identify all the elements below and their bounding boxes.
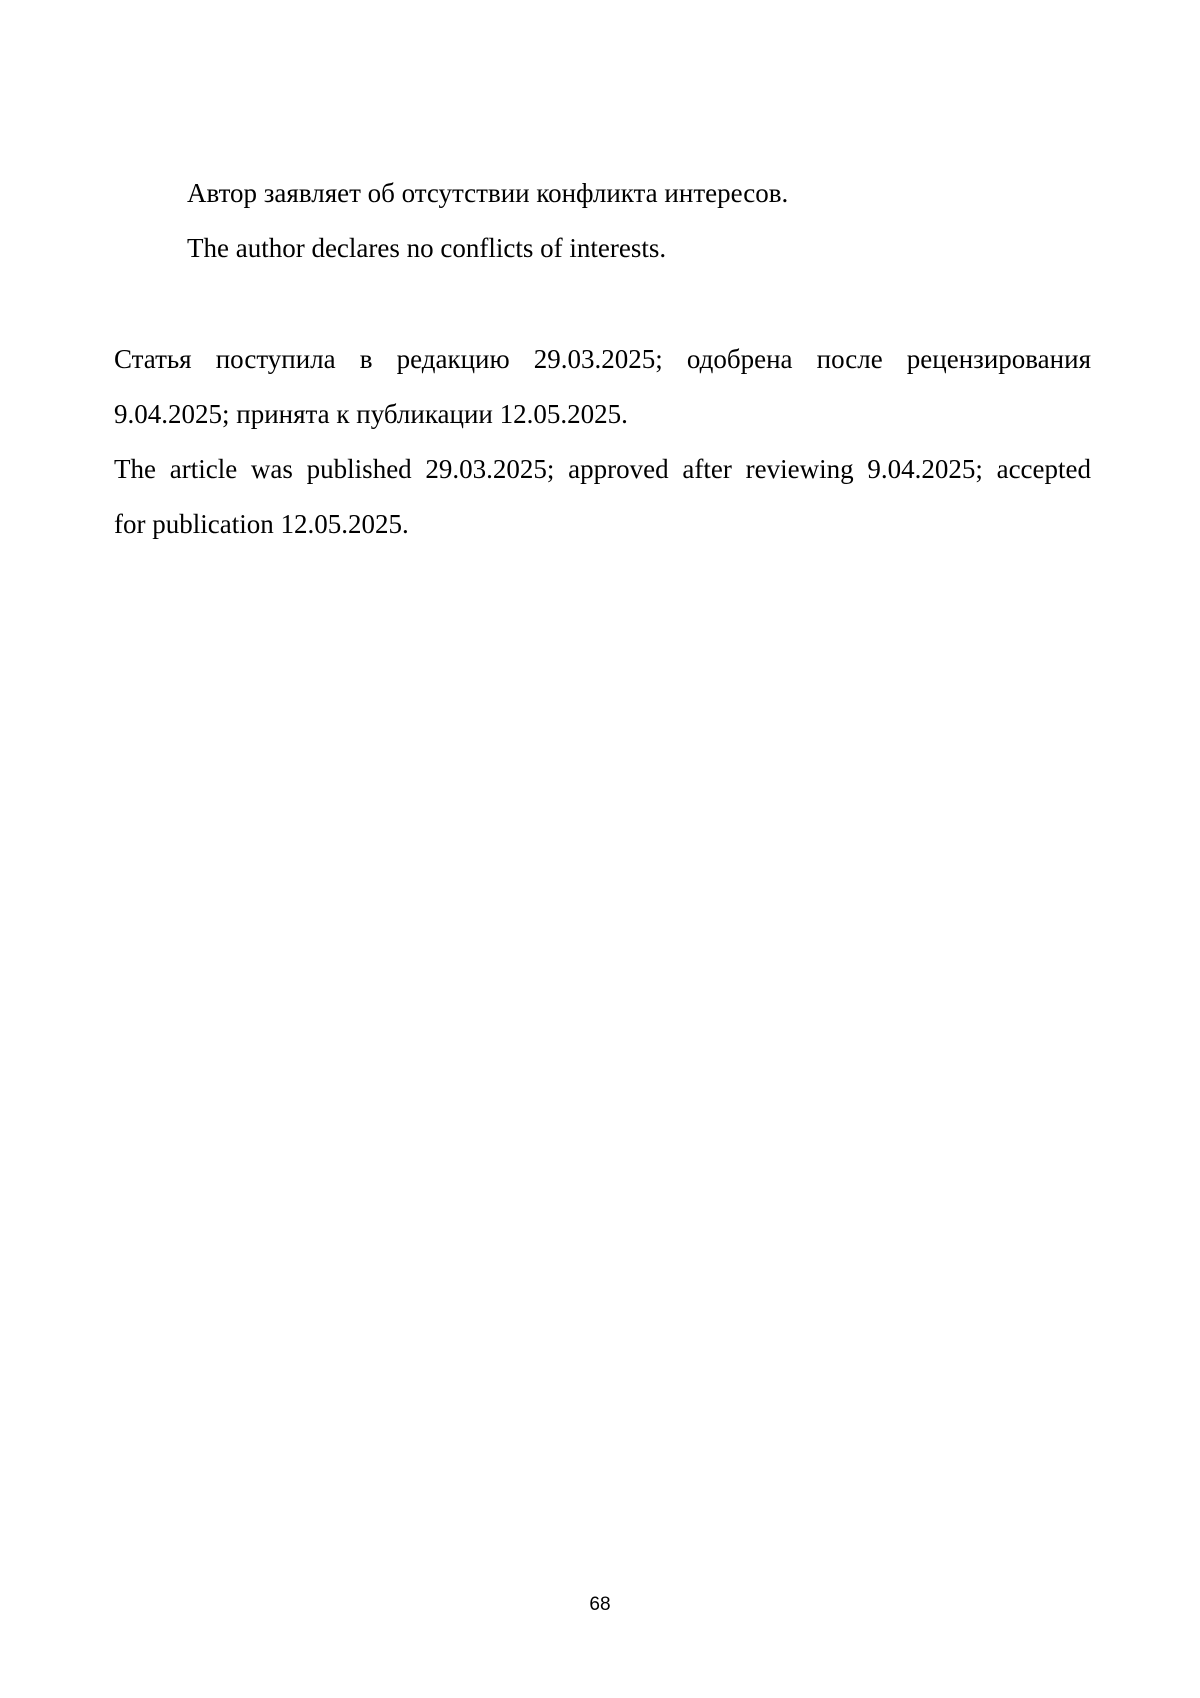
conflict-statement-en: The author declares no conflicts of interests. xyxy=(187,233,667,263)
conflict-statement-ru: Автор заявляет об отсутствии конфликта интересов. xyxy=(187,178,789,208)
article-dates-ru-line-1: Статья поступила в редакцию 29.03.2025; одобрена после рецензирования xyxy=(114,344,1091,374)
article-dates-en-line-1: The article was published 29.03.2025; approved after reviewing 9.04.2025; accepted xyxy=(114,454,1091,484)
article-dates-ru-line-2: 9.04.2025; принята к публикации 12.05.2025. xyxy=(114,399,628,429)
article-dates-en-line-2: for publication 12.05.2025. xyxy=(114,509,409,539)
page-number: 68 xyxy=(589,1594,611,1615)
